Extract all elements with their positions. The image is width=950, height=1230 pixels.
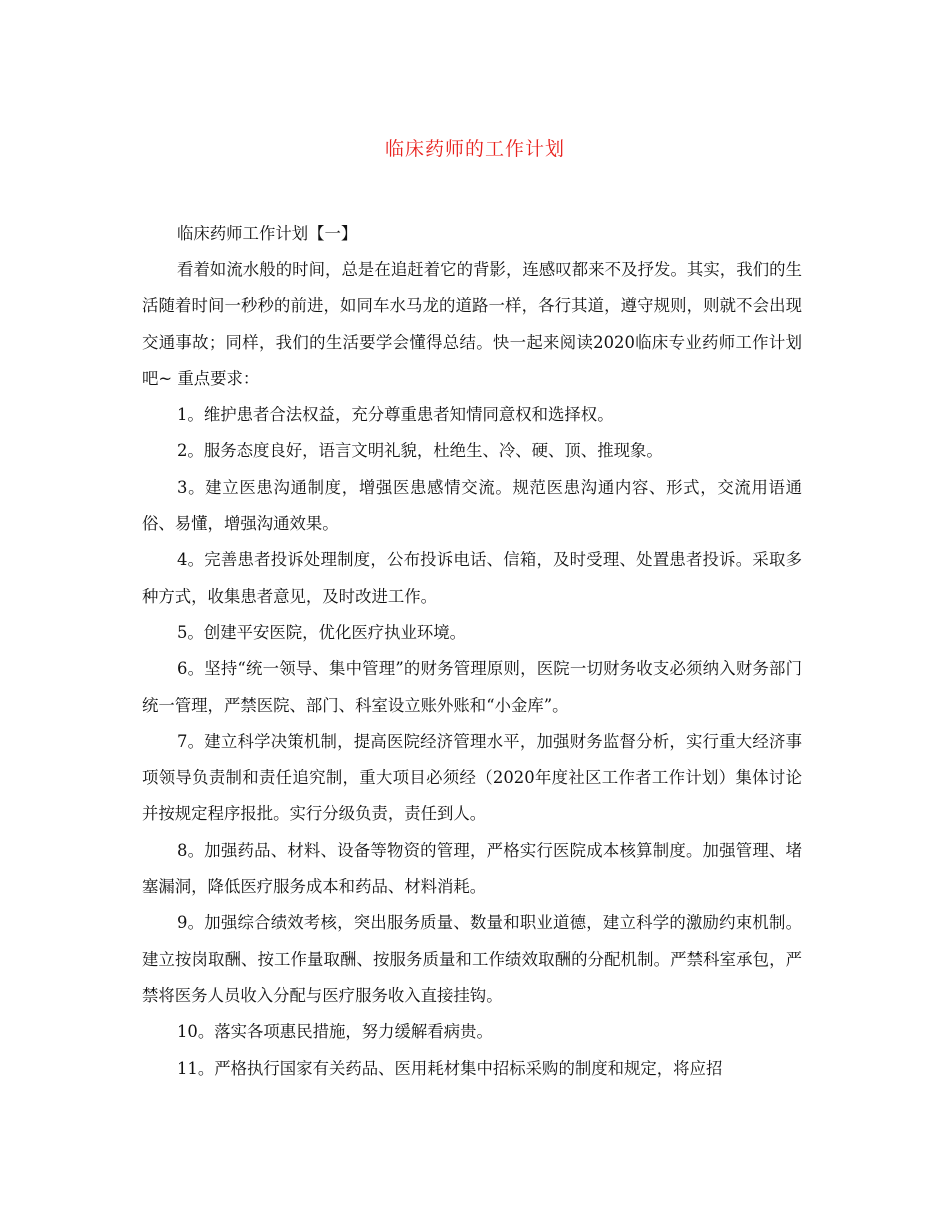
paragraph-item-9: 9。加强综合绩效考核，突出服务质量、数量和职业道德，建立科学的激励约束机制。建立按岗取酬、按工作量取酬、按服务质量和工作绩效取酬的分配机制。严禁科室承包，严禁将医务人员收入分配与医疗服务收入直接挂钩。 bbox=[142, 913, 802, 1005]
section-subheading: 临床药师工作计划【一】 bbox=[177, 224, 358, 243]
paragraph-item-3: 3。建立医患沟通制度，增强医患感情交流。规范医患沟通内容、形式，交流用语通俗、易懂，增强沟通效果。 bbox=[142, 477, 802, 534]
paragraph-item-10: 10。落实各项惠民措施，努力缓解看病贵。 bbox=[177, 1022, 493, 1042]
paragraph-item-1: 1。维护患者合法权益，充分尊重患者知情同意权和选择权。 bbox=[177, 405, 614, 425]
document-title: 临床药师的工作计划 bbox=[384, 138, 565, 160]
paragraph-item-5: 5。创建平安医院，优化医疗执业环境。 bbox=[177, 622, 467, 642]
paragraph-item-11: 11。严格执行国家有关药品、医用耗材集中招标采购的制度和规定，将应招 bbox=[177, 1058, 723, 1078]
paragraph-item-8: 8。加强药品、材料、设备等物资的管理，严格实行医院成本核算制度。加强管理、堵塞漏洞，降低医疗服务成本和药品、材料消耗。 bbox=[142, 840, 802, 897]
paragraph-item-6: 6。坚持“统一领导、集中管理”的财务管理原则，医院一切财务收支必须纳入财务部门统一管理，严禁医院、部门、科室设立账外账和“小金库”。 bbox=[142, 659, 802, 715]
paragraph-item-4: 4。完善患者投诉处理制度，公布投诉电话、信箱，及时受理、处置患者投诉。采取多种方式，收集患者意见，及时改进工作。 bbox=[142, 550, 802, 606]
paragraph-item-2: 2。服务态度良好，语言文明礼貌，杜绝生、冷、硬、顶、推现象。 bbox=[177, 441, 663, 461]
document-body bbox=[142, 220, 802, 1087]
paragraph-item-7: 7。建立科学决策机制，提高医院经济管理水平，加强财务监督分析，实行重大经济事项领导负责制和责任追究制，重大项目必须经（2020年度社区工作者工作计划）集体讨论并按规定程序报批。实行分级负责，责任到人。 bbox=[142, 731, 802, 824]
paragraph-intro: 看着如流水般的时间，总是在追赶着它的背影，连感叹都来不及抒发。其实，我们的生活随着时间一秒秒的前进，如同车水马龙的道路一样，各行其道，遵守规则，则就不会出现交通事故；同样，我们的生活要学会懂得总结。快一起来阅读2020临床专业药师工作计划吧~ 重点要求： bbox=[142, 260, 802, 388]
